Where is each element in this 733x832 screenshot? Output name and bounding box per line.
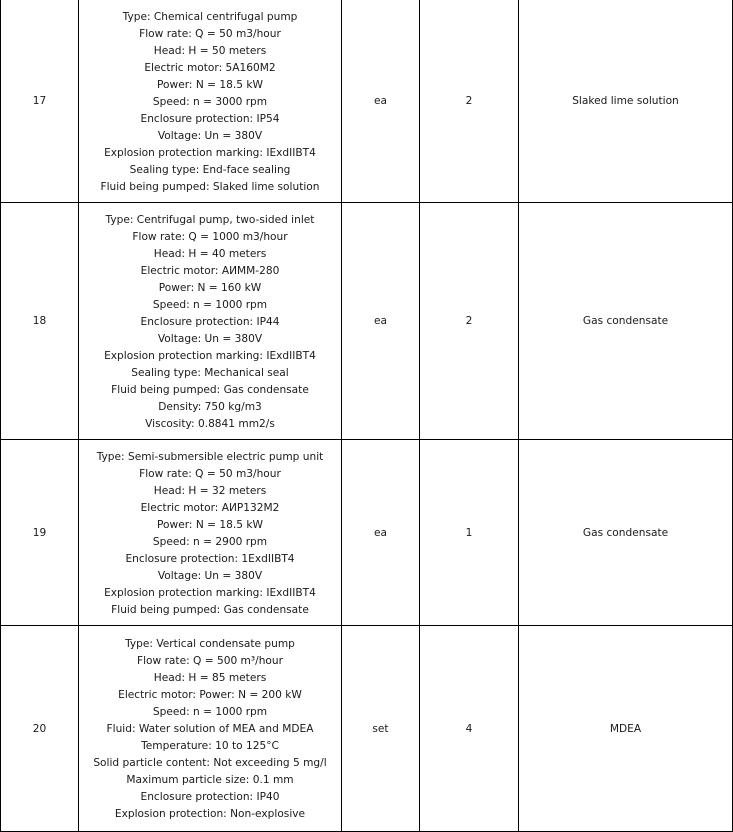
table-row bbox=[1, 440, 733, 626]
spec-line: Type: Semi-submersible electric pump unit bbox=[96, 450, 324, 463]
spec-line: Voltage: Un = 380V bbox=[157, 569, 263, 582]
spec-line: Type: Chemical centrifugal pump bbox=[122, 10, 298, 23]
specification-cell bbox=[79, 626, 342, 832]
spec-line: Power: N = 18.5 kW bbox=[157, 518, 263, 531]
spec-line: Electric motor: Power: N = 200 kW bbox=[118, 689, 302, 701]
spec-line: Sealing type: End-face sealing bbox=[129, 163, 291, 176]
spec-line: Explosion protection marking: IExdIIBT4 bbox=[104, 349, 316, 362]
spec-line: Head: H = 85 meters bbox=[153, 672, 267, 684]
spec-line: Sealing type: Mechanical seal bbox=[131, 366, 289, 379]
spec-line: Head: H = 50 meters bbox=[153, 44, 267, 57]
spec-line: Enclosure protection: IP44 bbox=[140, 315, 280, 328]
quantity-cell: 1 bbox=[420, 440, 519, 626]
spec-line: Power: N = 160 kW bbox=[158, 281, 262, 294]
spec-line: Head: H = 40 meters bbox=[153, 247, 267, 260]
table-row bbox=[1, 626, 733, 832]
spec-line: Speed: n = 1000 rpm bbox=[152, 706, 268, 718]
spec-line: Voltage: Un = 380V bbox=[157, 332, 263, 345]
spec-line: Flow rate: Q = 50 m3/hour bbox=[139, 27, 281, 40]
unit-cell: ea bbox=[342, 203, 420, 440]
spec-line: Flow rate: Q = 50 m3/hour bbox=[139, 467, 281, 480]
specification-cell bbox=[79, 0, 342, 203]
spec-line: Fluid being pumped: Slaked lime solution bbox=[100, 180, 320, 193]
spec-line: Flow rate: Q = 1000 m3/hour bbox=[132, 230, 288, 243]
quantity-cell: 2 bbox=[420, 0, 519, 203]
item-number-cell: 19 bbox=[1, 440, 79, 626]
specification-cell bbox=[79, 440, 342, 626]
spec-line: Solid particle content: Not exceeding 5 mg/l bbox=[93, 757, 327, 769]
spec-line: Enclosure protection: IP54 bbox=[140, 112, 280, 125]
item-number-cell: 18 bbox=[1, 203, 79, 440]
specification-cell bbox=[79, 203, 342, 440]
spec-line: Explosion protection marking: IExdIIBT4 bbox=[104, 146, 316, 159]
medium-cell: MDEA bbox=[519, 626, 733, 832]
spec-line: Explosion protection: Non-explosive bbox=[114, 808, 306, 820]
spec-line: Power: N = 18.5 kW bbox=[157, 78, 263, 91]
spec-line: Electric motor: АИММ-280 bbox=[140, 264, 280, 277]
spec-line: Density: 750 kg/m3 bbox=[158, 400, 262, 413]
spec-line: Viscosity: 0.8841 mm2/s bbox=[145, 417, 275, 430]
quantity-cell: 4 bbox=[420, 626, 519, 832]
spec-line: Electric motor: 5A160M2 bbox=[144, 61, 276, 74]
spec-line: Type: Vertical condensate pump bbox=[125, 638, 295, 650]
spec-line: Fluid being pumped: Gas condensate bbox=[111, 383, 309, 396]
quantity-cell: 2 bbox=[420, 203, 519, 440]
spec-line: Fluid being pumped: Gas condensate bbox=[111, 603, 309, 616]
spec-line: Speed: n = 1000 rpm bbox=[152, 298, 268, 311]
medium-cell: Gas condensate bbox=[519, 440, 733, 626]
table-row bbox=[1, 203, 733, 440]
spec-line: Flow rate: Q = 500 m³/hour bbox=[137, 655, 283, 667]
spec-line: Voltage: Un = 380V bbox=[157, 129, 263, 142]
medium-cell: Gas condensate bbox=[519, 203, 733, 440]
spec-line: Maximum particle size: 0.1 mm bbox=[126, 774, 294, 786]
unit-cell: ea bbox=[342, 0, 420, 203]
spec-line: Speed: n = 2900 rpm bbox=[152, 535, 268, 548]
unit-cell: ea bbox=[342, 440, 420, 626]
spec-line: Enclosure protection: IP40 bbox=[140, 791, 280, 803]
spec-line: Explosion protection marking: IExdIIBT4 bbox=[104, 586, 316, 599]
spec-line: Speed: n = 3000 rpm bbox=[152, 95, 268, 108]
table-row bbox=[1, 0, 733, 203]
spec-line: Enclosure protection: 1ExdIIBT4 bbox=[125, 552, 295, 565]
item-number-cell: 20 bbox=[1, 626, 79, 832]
spec-line: Temperature: 10 to 125°C bbox=[141, 740, 279, 752]
item-number-cell: 17 bbox=[1, 0, 79, 203]
spec-line: Type: Centrifugal pump, two-sided inlet bbox=[105, 213, 315, 226]
spec-line: Fluid: Water solution of MEA and MDEA bbox=[106, 723, 314, 735]
spec-line: Head: H = 32 meters bbox=[153, 484, 267, 497]
medium-cell: Slaked lime solution bbox=[519, 0, 733, 203]
spec-line: Electric motor: АИР132М2 bbox=[140, 501, 280, 514]
unit-cell: set bbox=[342, 626, 420, 832]
